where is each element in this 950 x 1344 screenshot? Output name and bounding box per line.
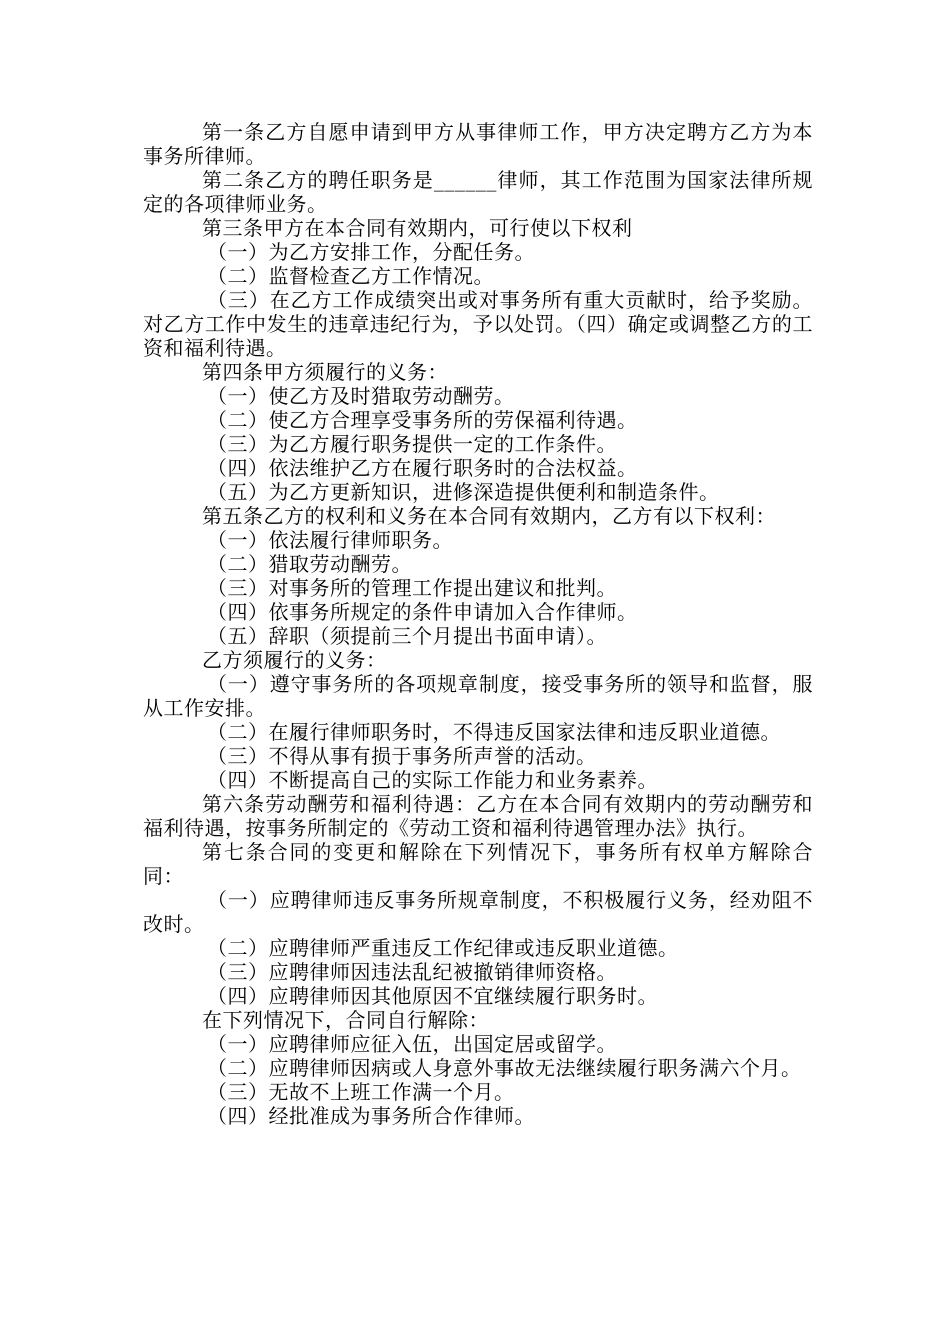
contract-paragraph: （四）应聘律师因其他原因不宜继续履行职务时。: [207, 984, 658, 1008]
contract-paragraph: （五）为乙方更新知识，进修深造提供便利和制造条件。: [207, 480, 720, 504]
contract-paragraph: （三）对事务所的管理工作提出建议和批判。: [207, 576, 617, 600]
contract-paragraph: 第四条甲方须履行的义务：: [202, 360, 448, 384]
contract-paragraph: （二）应聘律师因病或人身意外事故无法继续履行职务满六个月。: [207, 1056, 802, 1080]
contract-paragraph: （二）监督检查乙方工作情况。: [207, 264, 494, 288]
contract-paragraph: （三）应聘律师因违法乱纪被撤销律师资格。: [207, 960, 617, 984]
contract-paragraph: 第三条甲方在本合同有效期内，可行使以下权利: [202, 216, 633, 240]
contract-paragraph: （一）使乙方及时猎取劳动酬劳。: [207, 384, 515, 408]
contract-paragraph: （一）应聘律师违反事务所规章制度，不积极履行义务，经劝阻不改时。: [143, 888, 813, 936]
contract-paragraph: 第一条乙方自愿申请到甲方从事律师工作，甲方决定聘方乙方为本事务所律师。: [143, 120, 813, 168]
contract-paragraph: （二）在履行律师职务时，不得违反国家法律和违反职业道德。: [207, 720, 781, 744]
contract-paragraph: （三）在乙方工作成绩突出或对事务所有重大贡献时，给予奖励。对乙方工作中发生的违章违纪行为，予以处罚。（四）确定或调整乙方的工资和福利待遇。: [143, 288, 813, 360]
contract-paragraph: （一）为乙方安排工作，分配任务。: [207, 240, 535, 264]
contract-paragraph: 第二条乙方的聘任职务是______律师，其工作范围为国家法律所规定的各项律师业务。: [143, 168, 813, 216]
contract-paragraph: （四）依法维护乙方在履行职务时的合法权益。: [207, 456, 638, 480]
contract-paragraph: （二）猎取劳动酬劳。: [207, 552, 412, 576]
contract-paragraph: （二）使乙方合理享受事务所的劳保福利待遇。: [207, 408, 638, 432]
contract-paragraph: （一）依法履行律师职务。: [207, 528, 453, 552]
contract-paragraph: （四）依事务所规定的条件申请加入合作律师。: [207, 600, 638, 624]
contract-paragraph: （三）不得从事有损于事务所声誉的活动。: [207, 744, 597, 768]
contract-paragraph: 第七条合同的变更和解除在下列情况下，事务所有权单方解除合同：: [143, 840, 813, 888]
contract-paragraph: （三）为乙方履行职务提供一定的工作条件。: [207, 432, 617, 456]
contract-paragraph: （一）遵守事务所的各项规章制度，接受事务所的领导和监督，服从工作安排。: [143, 672, 813, 720]
contract-paragraph: （五）辞职（须提前三个月提出书面申请）。: [207, 624, 607, 648]
contract-paragraph: （二）应聘律师严重违反工作纪律或违反职业道德。: [207, 936, 679, 960]
contract-paragraph: 第六条劳动酬劳和福利待遇：乙方在本合同有效期内的劳动酬劳和福利待遇，按事务所制定的《劳动工资和福利待遇管理办法》执行。: [143, 792, 813, 840]
contract-paragraph: （一）应聘律师应征入伍，出国定居或留学。: [207, 1032, 617, 1056]
document-body: [143, 120, 813, 1128]
contract-paragraph: （四）经批准成为事务所合作律师。: [207, 1104, 535, 1128]
contract-paragraph: 第五条乙方的权利和义务在本合同有效期内，乙方有以下权利：: [202, 504, 776, 528]
contract-paragraph: 在下列情况下，合同自行解除：: [202, 1008, 489, 1032]
contract-paragraph: （三）无故不上班工作满一个月。: [207, 1080, 515, 1104]
contract-paragraph: （四）不断提高自己的实际工作能力和业务素养。: [207, 768, 658, 792]
contract-paragraph: 乙方须履行的义务：: [202, 648, 387, 672]
